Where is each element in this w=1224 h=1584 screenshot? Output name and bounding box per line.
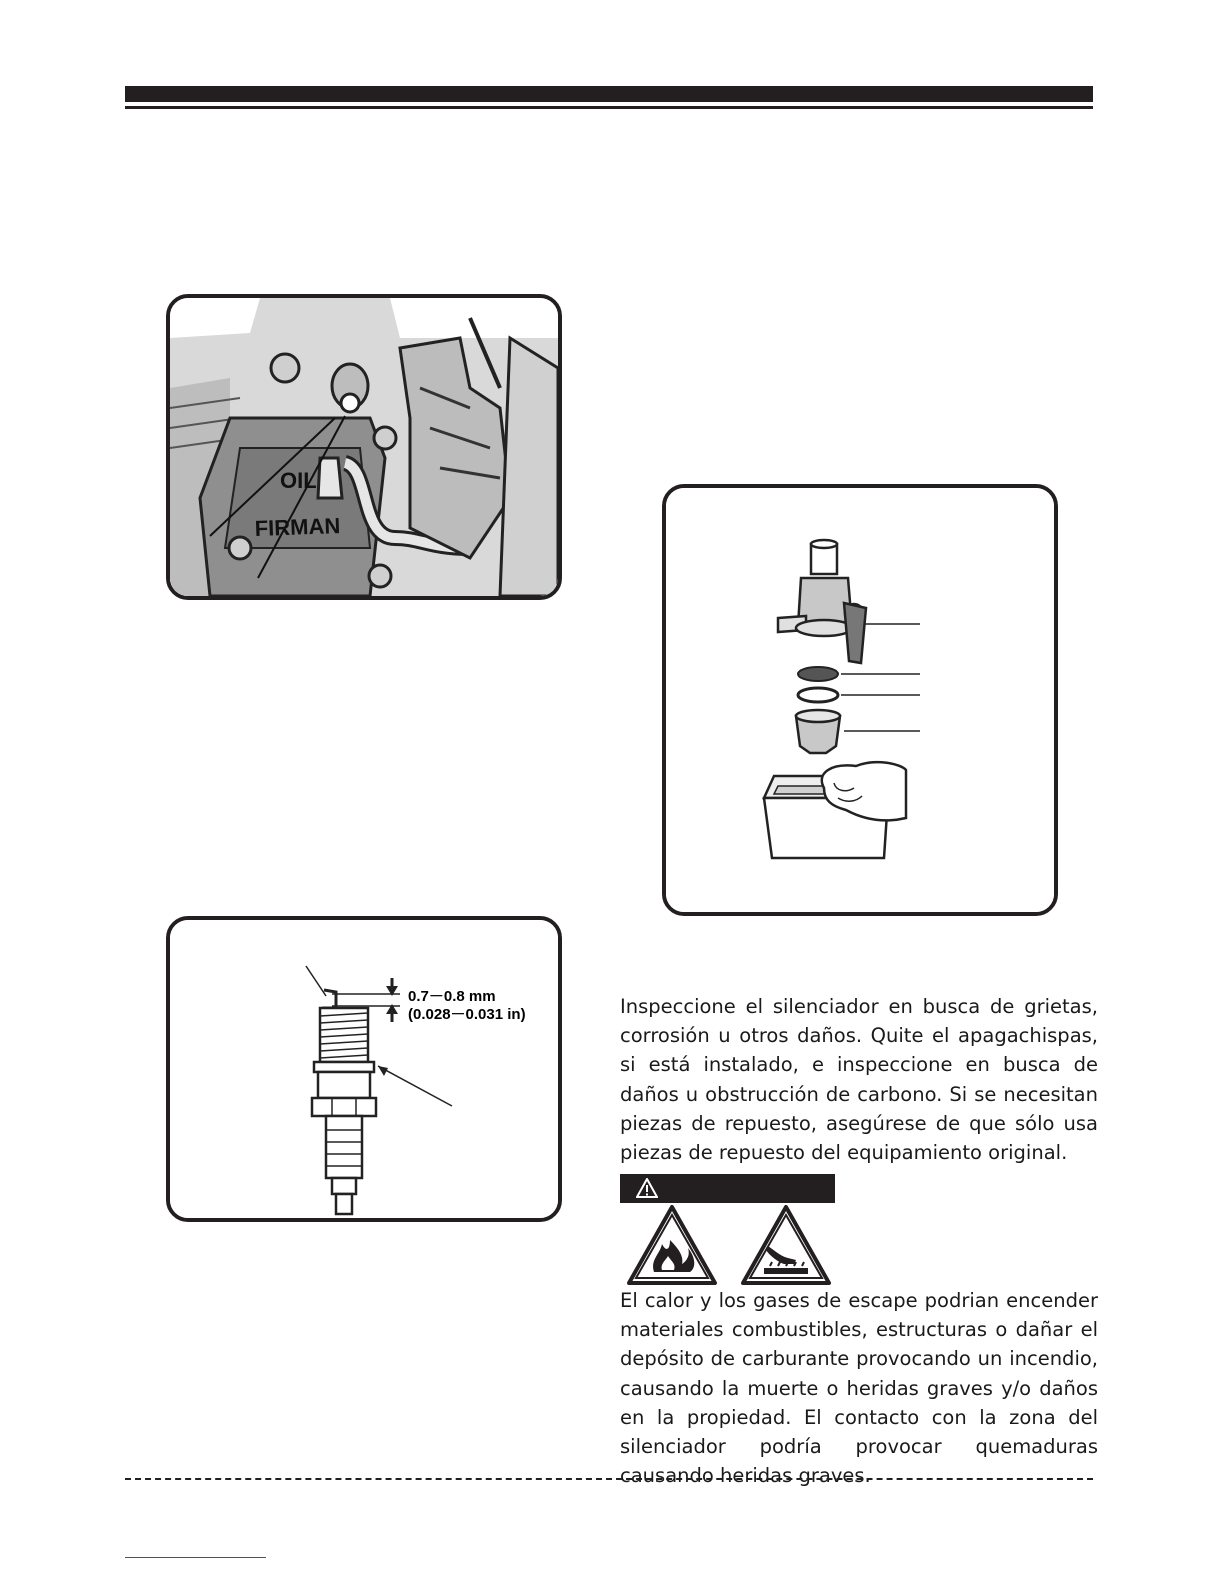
engine-figure bbox=[166, 294, 562, 600]
footer-dashed-rule bbox=[125, 1478, 1093, 1480]
spark-plug-figure bbox=[166, 916, 562, 1222]
engine-illustration bbox=[170, 298, 558, 596]
brand-label: FIRMAN bbox=[254, 513, 341, 541]
spark-plug-illustration bbox=[170, 920, 558, 1218]
hot-surface-icon bbox=[740, 1204, 832, 1286]
header-rule-thick bbox=[125, 86, 1093, 102]
fuel-valve-figure bbox=[662, 484, 1058, 916]
header-rule-thin bbox=[125, 106, 1093, 109]
warning-triangle-icon bbox=[636, 1178, 658, 1198]
warning-text: El calor y los gases de escape podrian encender materiales combustibles, estructuras o dañar el depósito de carburante provocando un incendio, causando la muerte o heridas graves y/o daños en la propiedad. El contacto con la zona del silenciador podría provocar quemaduras causando heridas graves. bbox=[620, 1289, 1098, 1488]
oil-label: OIL bbox=[280, 468, 317, 493]
muffler-inspection-paragraph: Inspeccione el silenciador en busca de grietas, corrosión u otros daños. Quite el apagachispas, si está instalado, e inspeccione en busca de daños u obstrucción de carbono. Si se necesitan piezas de repuesto, asegúrese de que sólo usa piezas de repuesto del equipamiento original. bbox=[620, 995, 1098, 1165]
fuel-valve-illustration bbox=[666, 488, 1054, 912]
gap-spec-in: (0.028－0.031 in) bbox=[408, 1006, 526, 1023]
footer-link-underline bbox=[125, 1557, 266, 1558]
fire-hazard-icon bbox=[626, 1204, 718, 1286]
gap-spec-mm: 0.7－0.8 mm bbox=[408, 988, 496, 1005]
warning-banner bbox=[620, 1174, 835, 1203]
